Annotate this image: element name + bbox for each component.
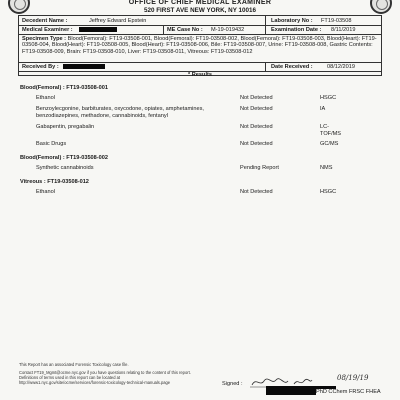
test-method: GC/MS <box>320 141 339 147</box>
test-name: Basic Drugs <box>36 141 67 147</box>
date-received-value: 08/12/2019 <box>327 63 355 70</box>
test-name: Synthetic cannabinoids <box>36 165 94 171</box>
case-info-box <box>18 15 382 76</box>
test-method: NMS <box>320 165 333 171</box>
received-by-redaction <box>63 64 105 69</box>
results-heading: * Results <box>188 72 212 78</box>
footer-contact-note: Contact FT19_Mgmt@ocme.nyc.gov if you have questions relating to the content of this report. <box>19 370 191 375</box>
me-case-label: ME Case No : <box>167 26 203 33</box>
test-result: Not Detected <box>240 189 273 195</box>
test-result: Not Detected <box>240 124 273 130</box>
office-address: 520 FIRST AVE NEW YORK, NY 10016 <box>143 7 257 14</box>
signed-label: Signed : <box>222 381 243 387</box>
exam-date-value: 8/11/2019 <box>331 26 356 33</box>
specimen-label: Specimen Type : <box>22 35 67 42</box>
footer-manual-link[interactable]: http://www1.nyc.gov/site/ocme/services/forensic-toxicology-technical-manuals.page <box>19 380 171 385</box>
test-name: Ethanol <box>36 189 55 195</box>
decedent-label: Decedent Name : <box>22 17 68 24</box>
test-name: Gabapentin, pregabalin <box>36 124 95 130</box>
decedent-value: Jeffrey Edward Epstein <box>89 17 147 24</box>
examiner-label: Medical Examiner : <box>22 26 73 33</box>
lab-no-label: Laboratory No : <box>271 17 313 24</box>
test-method: LC-TOF/MS <box>320 124 342 137</box>
sample-title: Vitreous : FT19-03508-012 <box>20 179 89 185</box>
exam-date-label: Examination Date : <box>271 26 322 33</box>
test-result: Not Detected <box>240 141 273 147</box>
lab-no-value: FT19-03508 <box>321 17 352 24</box>
footer-definitions-note: Definitions of terms used in this report can be located at <box>19 375 121 380</box>
test-name: Ethanol <box>36 95 55 101</box>
me-case-value: M-19-019432 <box>211 26 245 33</box>
test-result: Not Detected <box>240 95 273 101</box>
received-by-label: Received By : <box>22 63 59 70</box>
sample-title: Blood(Femoral) : FT19-03508-002 <box>20 155 108 161</box>
date-received-label: Date Received : <box>271 63 313 70</box>
footer-casefile-note: This Report has an associated Forensic Toxicology case file. <box>19 362 129 367</box>
test-method: IA <box>320 106 326 112</box>
specimen-value: Blood(Femoral): FT19-03508-001, Blood(Femoral): FT19-03508-002, Blood(Femoral): FT19-03508-003, Blood(Heart): FT19-03508-004, Blood(Heart): FT19-03508-005, Blood(Heart): FT19-03508-006, Bile: FT19-03508-007, Urine: FT19-03508-008, Gastric Contents: FT19-03508-009, Brain: FT19-03508-010, Liver: FT19-03508-011, Vitreous: FT19-03508-012 <box>22 35 377 55</box>
handwritten-date: 08/19/19 <box>337 374 369 382</box>
test-method: HSGC <box>320 189 337 195</box>
test-result: Not Detected <box>240 106 273 112</box>
examiner-redaction <box>79 27 117 32</box>
office-title: OFFICE OF CHIEF MEDICAL EXAMINER <box>128 0 272 6</box>
specimen-type <box>22 36 378 56</box>
sample-title: Blood(Femoral) : FT19-03508-001 <box>20 85 108 91</box>
signer-credentials: PhD CChem FRSC FHEA <box>316 389 381 395</box>
test-method: HSGC <box>320 95 337 101</box>
test-result: Pending Report <box>240 165 279 171</box>
test-name: Benzoylecgonine, barbiturates, oxycodone, opiates, amphetamines, benzodiazepines, methadone, cannabinoids, fentanyl <box>36 106 204 119</box>
